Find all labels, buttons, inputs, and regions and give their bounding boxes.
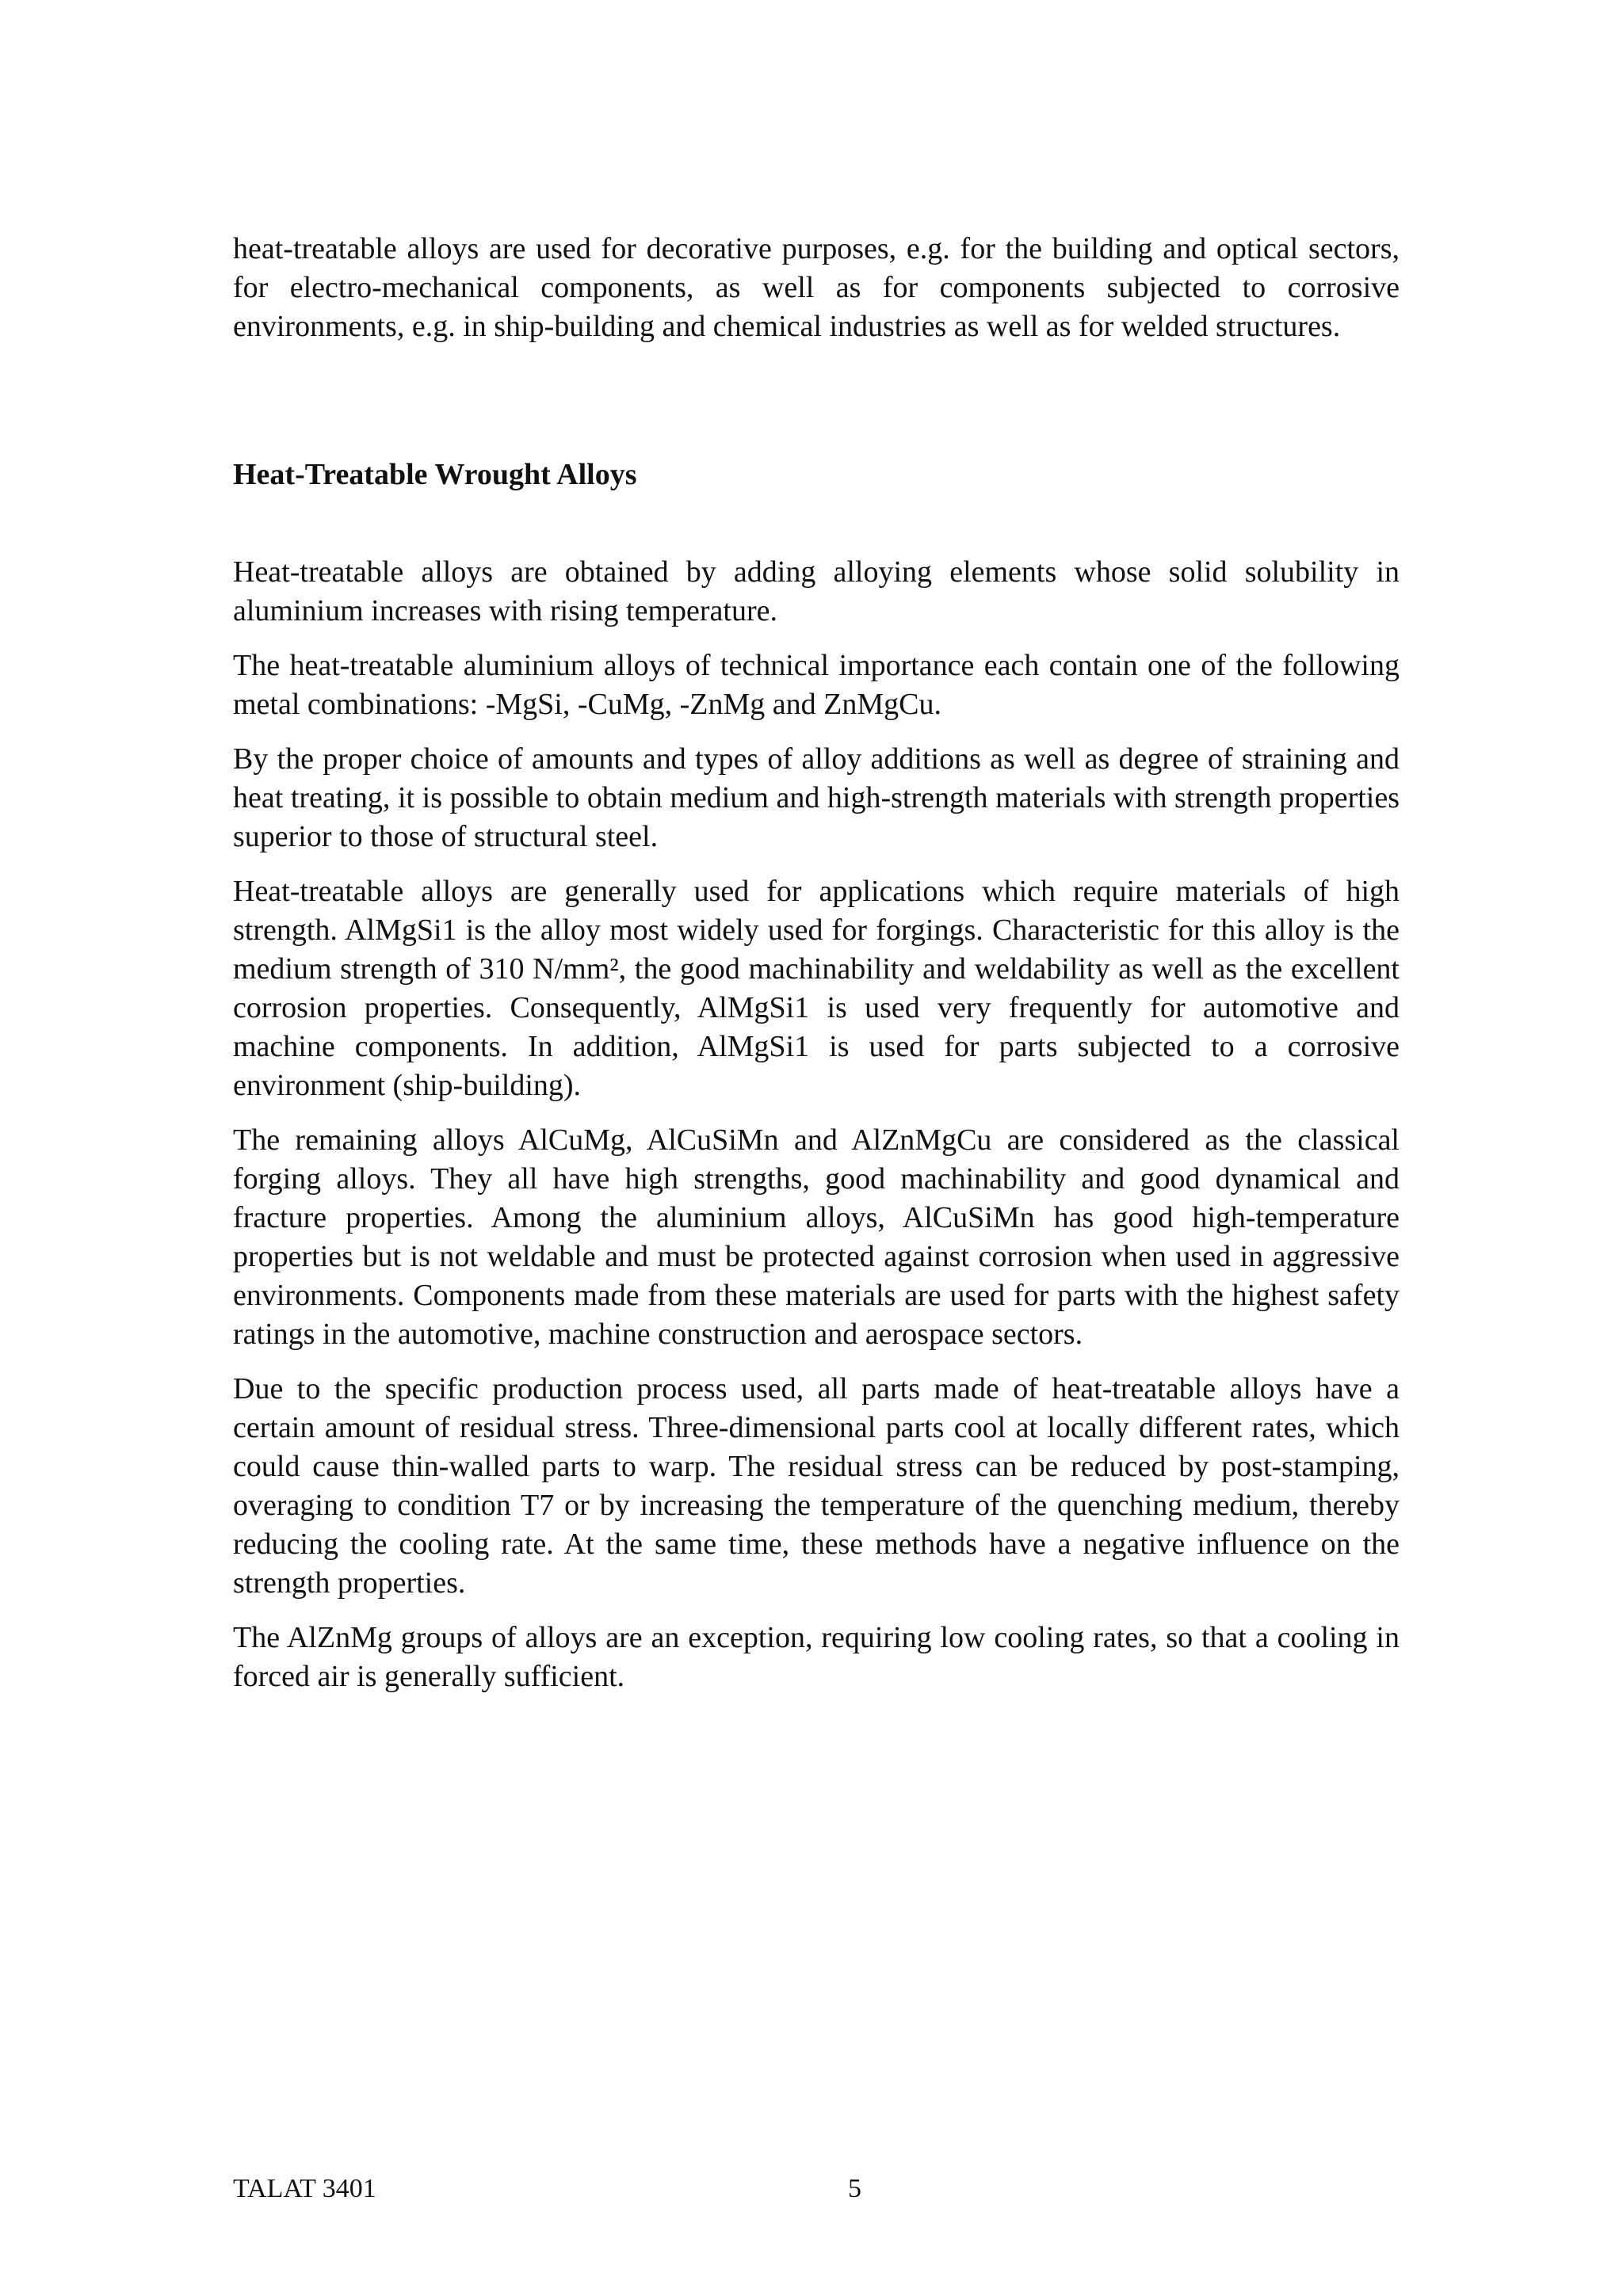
- page-footer: [233, 2169, 1400, 2208]
- paragraph-alloy-additions: By the proper choice of amounts and types of alloy additions as well as degree of straining and heat treating, it is possible to obtain medium and high-strength materials with strength properties superior to those of structural steel.: [233, 742, 1400, 853]
- footer-doc-id: TALAT 3401: [233, 2174, 376, 2203]
- paragraph-solubility: Heat-treatable alloys are obtained by adding alloying elements whose solid solubility in aluminium increases with rising temperature.: [233, 555, 1400, 627]
- paragraph-residual-stress: Due to the specific production process used, all parts made of heat-treatable alloys have a certain amount of residual stress. Three-dimensional parts cool at locally different rates, which could cause thin-walled parts to warp. The residual stress can be reduced by post-stamping, overaging to condition T7 or by increasing the temperature of the quenching medium, thereby reducing the cooling rate. At the same time, these methods have a negative influence on the strength properties.: [233, 1372, 1400, 1600]
- paragraph-almgsi1: Heat-treatable alloys are generally used for applications which require materials of high strength. AlMgSi1 is the alloy most widely used for forgings. Characteristic for this alloy is the medium strength of 310 N/mm², the good machinability and weldability as well as the excellent corrosion properties. Consequently, AlMgSi1 is used very frequently for automotive and machine components. In addition, AlMgSi1 is used for parts subjected to a corrosive environment (ship-building).: [233, 875, 1400, 1102]
- section-heading: Heat-Treatable Wrought Alloys: [233, 458, 637, 491]
- page-number: 5: [848, 2174, 861, 2203]
- page-body: [233, 230, 1400, 1712]
- paragraph-alznmg: The AlZnMg groups of alloys are an exception, requiring low cooling rates, so that a cooling in forced air is generally sufficient.: [233, 1621, 1400, 1693]
- paragraph-forging-alloys: The remaining alloys AlCuMg, AlCuSiMn and AlZnMgCu are considered as the classical forging alloys. They all have high strengths, good machinability and good dynamical and fracture properties. Among the aluminium alloys, AlCuSiMn has good high-temperature properties but is not weldable and must be protected against corrosion when used in aggressive environments. Components made from these materials are used for parts with the highest safety ratings in the automotive, machine construction and aerospace sectors.: [233, 1123, 1400, 1351]
- intro-paragraph: heat-treatable alloys are used for decorative purposes, e.g. for the building and optical sectors, for electro-mechanical components, as well as for components subjected to corrosive environments, e.g. in ship-building and chemical industries as well as for welded structures.: [233, 232, 1400, 343]
- paragraph-metal-combinations: The heat-treatable aluminium alloys of technical importance each contain one of the following metal combinations: -MgSi, -CuMg, -ZnMg and ZnMgCu.: [233, 649, 1400, 721]
